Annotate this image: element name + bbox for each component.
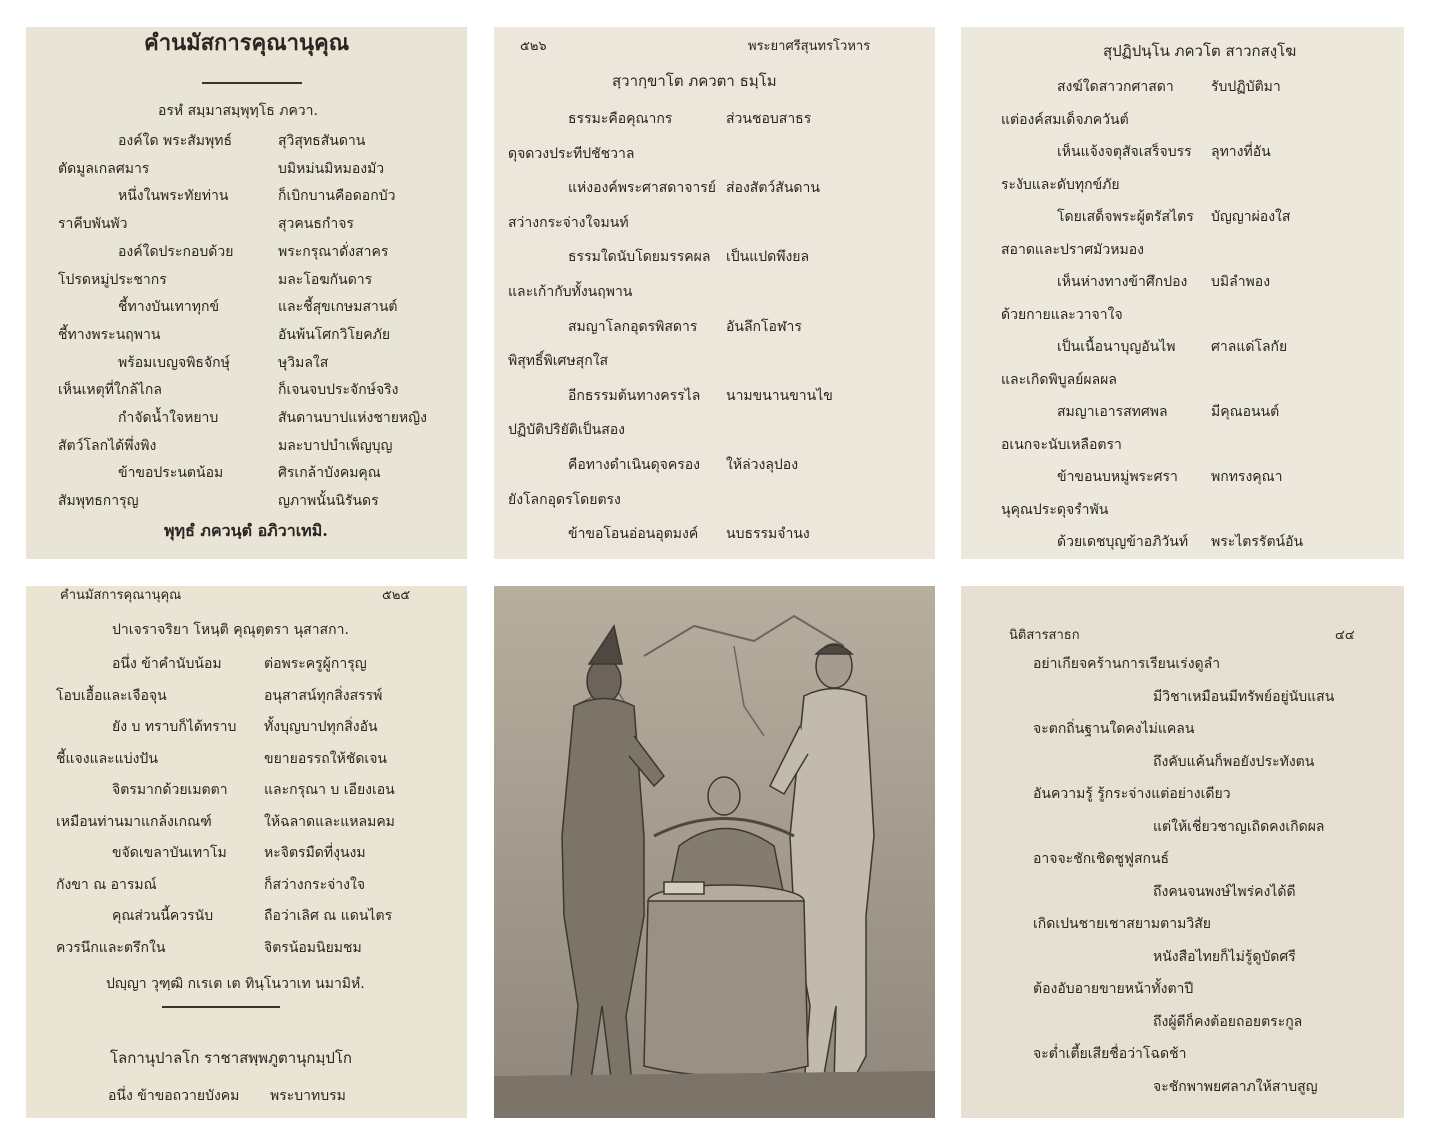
verse-line-left: ข้าขอนบหมู่พระศรา [1057, 469, 1178, 485]
page-scan-namaskarn-3 [961, 27, 1404, 559]
verse-line-right: อนุสาสน์ทุกสิ่งสรรพ์ [264, 687, 383, 704]
verse-line-left: และเกิดพิบูลย์ผลผล [1001, 371, 1117, 388]
poem-line: อาจจะชักเชิดชูฟูสกนธ์ [1033, 851, 1170, 867]
verse-line-right: พระไตรรัตน์อัน [1211, 534, 1304, 550]
verse-line-right: บมิหม่นมิหมองมัว [278, 160, 385, 177]
verse-line-left: องค์ใด พระสัมพุทธ์ [118, 133, 233, 149]
engraving-illustration [494, 586, 935, 1118]
verse-line-left: เห็นห่างทางข้าศึกปอง [1057, 274, 1188, 290]
verse-line-left: ยัง บ ทราบก็ได้ทราบ [112, 719, 237, 735]
running-head: พระยาศรีสุนทรโวหาร [748, 39, 871, 54]
verse-line-left: ยังโลกอุดรโดยตรง [508, 491, 621, 508]
verse-line-left: ธรรมะคือคุณากร [568, 111, 673, 127]
verse-line-left: ด้วยกายและวาจาใจ [1001, 306, 1123, 323]
verse-line-right: รับปฏิบัติมา [1211, 79, 1281, 95]
poem-line: ถึงผู้ดีก็คงต้อยถอยตระกูล [1153, 1013, 1303, 1030]
poem-line: ต้องอับอายขายหน้าทั้งตาปี [1033, 981, 1194, 997]
poem-line: จะต่ำเตี้ยเสียชื่อว่าโฉดช้า [1033, 1046, 1187, 1062]
verse-line-left: เป็นเนื้อนาบุญอันไพ [1057, 339, 1176, 355]
verse-line-left: แห่งองค์พระศาสดาจารย์ [568, 180, 716, 197]
verse-line-left: ธรรมใดนับโดยมรรคผล [568, 249, 711, 266]
verse-line-right: บมิลำพอง [1211, 274, 1271, 290]
verse-line-right: จิตรน้อมนิยมชม [264, 939, 362, 956]
verse-line-right: อันลึกโอฬาร [726, 318, 802, 335]
verse-line-left: สว่างกระจ่างใจมนท์ [508, 214, 629, 231]
title-divider [202, 82, 302, 84]
verse-line-right: บัญญาผ่องใส [1211, 209, 1291, 225]
verse-line-left: ระงับและดับทุกข์ภัย [1001, 176, 1120, 193]
verse-line-left: โดยเสด็จพระผู้ตรัสไตร [1057, 209, 1194, 225]
verse-line-left: พร้อมเบญจพิธจักษุ์ [118, 354, 230, 371]
verse-line-left: สงฆ์ใดสาวกศาสดา [1057, 79, 1174, 95]
verse-line-left: อเนกจะนับเหลือตรา [1001, 436, 1122, 453]
verse-line-left: แต่องค์สมเด็จภควันต์ [1001, 111, 1129, 128]
verse-line-right: สุวคนธกำจร [278, 216, 354, 233]
verse-line-left: กังขา ณ อารมณ์ [56, 876, 157, 893]
draped-table [644, 882, 808, 1076]
verse-line-right: นามขนานขานไข [726, 387, 833, 404]
next-section-title: โลกานุปาลโก ราชาสพฺพภูตานุกมฺปโก [110, 1049, 352, 1067]
opening-verse: อรหํ สมฺมาสมฺพุทฺโธ ภควา. [158, 103, 318, 119]
verse-line-right: ลุทางที่อัน [1211, 144, 1271, 160]
page-scan-namaskarn-1 [26, 27, 467, 559]
verse-line-right: ษุวิมลใส [278, 354, 329, 371]
poem-line: เกิดเปนชายเชาสยามตามวิสัย [1033, 916, 1211, 932]
verse-line-left: พิสุทธิ์พิเศษสุกใส [508, 353, 609, 370]
verse-line-right: ก็สว่างกระจ่างใจ [264, 876, 366, 893]
poem-line: มีวิชาเหมือนมีทรัพย์อยู่นับแสน [1153, 688, 1335, 705]
verse-line-left: ชี้แจงและแบ่งปัน [56, 750, 158, 767]
next-verse-right: พระบาทบรม [270, 1088, 346, 1104]
verse-line-right: ถือว่าเลิศ ณ แดนไตร [264, 908, 393, 924]
page-scan-namaskarn-4 [26, 586, 467, 1118]
verse-line-left: ขจัดเขลาบันเทาโม [112, 845, 227, 861]
verse-line-right: มละบาปบำเพ็ญบุญ [278, 437, 393, 454]
page-number: ๕๒๖ [520, 39, 547, 54]
verse-line-left: กำจัดน้ำใจหยาบ [118, 410, 219, 426]
verse-line-left: ดุจดวงประทีปชัชวาล [508, 145, 635, 162]
verse-line-left: ราคีบพันพัว [58, 216, 128, 233]
opening-verse: สุปฏิปนฺโน ภควโต สาวกสงฺโฆ [1103, 42, 1297, 60]
verse-line-right: ให้ฉลาดและแหลมคม [264, 813, 395, 830]
poem-line: อันความรู้ รู้กระจ่างแต่อย่างเดียว [1033, 786, 1231, 802]
closing-verse: พุทฺธํ ภควนฺตํ อภิวาเทมิ. [164, 521, 328, 540]
verse-line-right: มละโอฆกันดาร [278, 271, 373, 288]
verse-line-right: ส่องสัตว์สันดาน [726, 180, 820, 197]
illustration-panel [494, 586, 935, 1118]
verse-line-left: โอบเอื้อและเจือจุน [56, 687, 167, 704]
poem-line: ถึงคนจนพงษ์ไพร่คงได้ดี [1153, 883, 1296, 900]
verse-line-right: ขยายอรรถให้ชัดเจน [264, 750, 387, 767]
verse-line-left: ข้าขอประนตน้อม [118, 465, 224, 482]
verse-line-right: นบธรรมจำนง [726, 526, 810, 543]
verse-line-left: โปรดหมู่ประชากร [58, 271, 167, 288]
verse-line-left: เห็นแจ้งจตุสัจเสร็จบรร [1057, 144, 1192, 160]
verse-line-left: จิตรมากด้วยเมตตา [112, 782, 228, 798]
verse-line-right: สันดานบาปแห่งชายหญิง [278, 410, 427, 426]
verse-line-left: ด้วยเดชบุญข้าอภิวันท์ [1057, 534, 1189, 550]
running-head: นิติสารสาธก [1009, 628, 1080, 643]
verse-line-left: หนึ่งในพระทัยท่าน [118, 188, 229, 205]
verse-line-right: พระกรุณาดั่งสาคร [278, 243, 389, 260]
verse-line-left: อนึ่ง ข้าคำนับน้อม [112, 656, 222, 672]
verse-line-right: พกทรงคุณา [1211, 469, 1283, 485]
page-title: คำนมัสการคุณานุคุณ [144, 30, 350, 56]
poem-line: หนังสือไทยก็ไม่รู้ดูบัดศรี [1153, 948, 1296, 965]
verse-line-right: เป็นแปดพึงยล [726, 249, 810, 266]
verse-line-right: ให้ล่วงลุปอง [726, 457, 799, 473]
verse-line-left: สัตว์โลกได้พึ่งพิง [58, 437, 157, 454]
page-number: ๔๔ [1335, 628, 1355, 643]
poem-line: จะตกถิ่นฐานใดคงไม่แคลน [1033, 721, 1195, 737]
verse-line-right: อันพ้นโศกวิโยคภัย [278, 326, 391, 343]
verse-line-right: ต่อพระครูผู้การุญ [264, 656, 367, 672]
running-head: คำนมัสการคุณานุคุณ [60, 588, 182, 603]
poem-line: จะชักพาพยศลาภให้สาบสูญ [1153, 1078, 1318, 1095]
verse-line-left: ตัดมูลเกลศมาร [58, 160, 150, 177]
verse-line-right: ก็เจนจบประจักษ์จริง [278, 382, 399, 399]
opening-verse: ปาเจราจริยา โหนฺติ คุณุตฺตรา นุสาสกา. [112, 622, 349, 638]
verse-line-left: สมญาโลกอุดรพิสดาร [568, 318, 698, 335]
verse-line-left: ข้าขอโอนอ่อนอุตมงค์ [568, 526, 699, 543]
poem-line: อย่าเกียจคร้านการเรียนเร่งดูลำ [1033, 656, 1221, 672]
verse-line-left: อีกธรรมต้นทางครรไล [568, 387, 701, 404]
verse-line-left: คุณส่วนนี้ควรนับ [112, 908, 214, 924]
verse-line-right: ทั้งบุญบาปทุกสิ่งอัน [264, 719, 378, 735]
verse-line-right: หะจิตรมืดที่งุนงม [264, 845, 366, 861]
opening-verse: สฺวากฺขาโต ภควตา ธมฺโม [612, 72, 777, 90]
verse-line-right: ศาลแด่โลกัย [1211, 339, 1288, 355]
verse-line-right: และชี้สุขเกษมสานต์ [278, 299, 398, 316]
verse-line-left: องค์ใดประกอบด้วย [118, 243, 234, 260]
page-scan-namaskarn-2 [494, 27, 935, 559]
verse-line-right: ศิรเกล้าบังคมคุณ [278, 465, 381, 482]
verse-line-left: สอาดและปราศมัวหมอง [1001, 241, 1144, 258]
verse-line-left: คือทางดำเนินดุจครอง [568, 457, 701, 473]
verse-line-left: เห็นเหตุที่ใกล้ไกล [58, 382, 162, 399]
poem-line: ถึงคับแค้นก็พอยังประทังตน [1153, 753, 1315, 770]
verse-line-left: ปฏิบัติปริยัติเป็นสอง [508, 422, 625, 439]
verse-line-left: นุคุณประดุจรำพัน [1001, 501, 1109, 518]
verse-line-left: เหมือนท่านมาแกล้งเกณฑ์ [56, 813, 212, 830]
verse-line-right: มีคุณอนนต์ [1211, 404, 1280, 420]
section-divider [162, 1006, 280, 1008]
page-scan-niti-sara-sathok [961, 586, 1404, 1118]
verse-line-left: ควรนึกและตรึกใน [56, 939, 166, 956]
verse-line-left: ชี้ทางพระนฤพาน [58, 326, 161, 343]
verse-line-right: ส่วนชอบสาธร [726, 111, 812, 127]
verse-line-left: สมญาเอารสทศพล [1057, 404, 1168, 420]
verse-line-right: ก็เบิกบานคือดอกบัว [278, 188, 396, 205]
verse-line-left: และเก้ากับทั้งนฤพาน [508, 284, 633, 300]
poem-line: แต่ให้เชี่ยวชาญเถิดคงเกิดผล [1153, 818, 1325, 835]
verse-line-left: ชี้ทางบันเทาทุกข์ [118, 299, 220, 316]
page-number: ๕๒๕ [382, 588, 411, 603]
verse-line-right: และกรุณา บ เอียงเอน [264, 782, 395, 798]
verse-line-left: สัมพุทธการุญ [58, 493, 139, 510]
next-verse-left: อนึ่ง ข้าขอถวายบังคม [108, 1088, 240, 1104]
verse-line-right: ญภาพนั้นนิรันดร [278, 493, 379, 510]
closing-verse: ปญฺญา วุฑฺฒิ กเรเต เต ทินฺโนวาเท นมามิหํ. [106, 976, 365, 992]
verse-line-right: สุวิสุทธสันดาน [278, 133, 366, 149]
